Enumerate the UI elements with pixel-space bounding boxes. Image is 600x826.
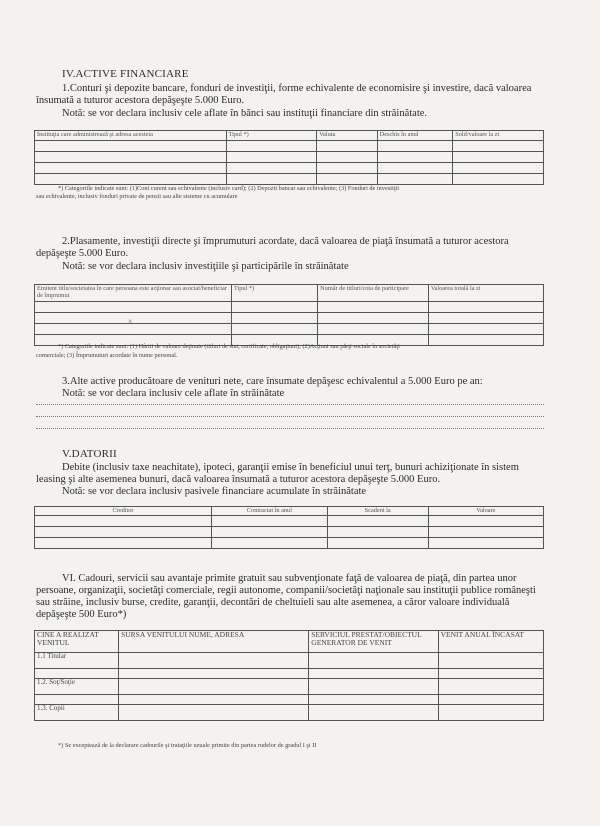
footnote-categories-1b: sau echivalente, inclusiv fonduri private de pensii sau alte sisteme cu acumulare [36,193,238,200]
table-row [35,163,544,174]
col-header-who: CINE A REALIZAT VENITUL [35,631,119,653]
footnote-categories-2b: comerciale; (3) Împrumuturi acordate în nume personal. [36,352,178,359]
table-row [35,324,544,335]
section-iv-3-note: Notă: se vor declara inclusiv cele aflate în străinătate [62,388,285,399]
col-header-institution: Instituţia care administrează şi adresa acesteia [35,131,227,141]
section-vi-line2: persoane, organizaţii, societăţi comerciale, regii autonome, companii/societăţi naţionale sau instituţii publice româneşti [36,585,536,596]
section-iv-title: IV.ACTIVE FINANCIARE [62,68,189,80]
col-header-securities-count: Număr de titluri/cota de participare [318,285,429,302]
section-iv-1-note: Notă: se vor declara inclusiv cele aflate în bănci sau instituţii financiare din străinătate. [62,108,428,119]
table-row [35,313,544,324]
col-header-source: SURSA VENITULUI NUME, ADRESA [119,631,309,653]
col-header-contracted-year: Contractat în anul [212,507,328,516]
section-iv-2-line1: 2.Plasamente, investiţii directe şi împrumuturi acordate, dacă valoarea de piaţă însumată a tuturor acestora [62,236,509,247]
section-v-note: Notă: se vor declara inclusiv pasivele financiare acumulate în străinătate [62,486,367,497]
section-iv-3-line1: 3.Alte active producătoare de venituri nete, care însumate depăşesc echivalentul a 5.000 Euro pe an: [62,376,483,387]
row-label-children: 1.3. Copii [35,705,119,721]
col-header-total-value: Valoarea totală la zi [428,285,543,302]
table-row [35,174,544,185]
blank-line [36,404,544,405]
table-debts [34,506,544,549]
col-header-value: Valoare [428,507,543,516]
table-row [35,516,544,527]
table-bank-accounts [34,130,544,185]
table-row [35,669,544,679]
table-row [35,527,544,538]
section-v-title: V.DATORII [62,448,117,460]
section-iv-2-line2: depăşeşte 5.000 Euro. [36,248,129,259]
table-row [35,302,544,313]
section-v-line2: leasing şi alte asemenea bunuri, dacă valoarea însumată a tuturor acestora depăşeşte 5.000 Euro. [36,474,441,485]
col-header-issuer: Emitent titlu/societatea în care persoana este acţionar sau asociat/beneficiar de împrumut [35,285,232,302]
section-vi-line1: VI. Cadouri, servicii sau avantaje primite gratuit sau subvenţionate faţă de valoarea de piaţă, din partea unor [62,573,517,584]
table-row [35,695,544,705]
section-vi-line4: depăşeşte 500 Euro*) [36,609,127,620]
row-label-holder: 1.1 Titular [35,653,119,669]
section-iv-2-note: Notă: se vor declara inclusiv investiţiile şi participările în străinătate [62,261,349,272]
col-header-annual-income: VENIT ANUAL ÎNCASAT [438,631,543,653]
row-label-spouse: 1.2. Soţ/Soţie [35,679,119,695]
footnote-gifts: *) Se exceptează de la declarare cadourile şi trataţiile uzuale primite din partea rudelor de gradul I şi II [58,742,317,749]
col-header-type: Tipul *) [231,285,317,302]
section-vi-line3: sau străine, inclusiv burse, credite, garanţii, decontări de cheltuieli sau alte asemenea, a căror valoare individuală [36,597,510,608]
col-header-service: SERVICIUL PRESTAT/OBIECTUL GENERATOR DE VENIT [309,631,438,653]
footnote-categories-1: *) Categoriile indicate sunt: (1)Cont curent sau echivalente (inclusiv card); (2) Depozit bancar sau echivalente; (3) Fonduri de investiţii [58,185,399,192]
table-row [35,679,544,695]
footnote-categories-2: *) Categoriile indicate sunt: (1) Hârtii de valoare deţinute (titluri de stat, certificate, obligaţiuni); (2)Acţiuni sau părţi sociale în societăţi [58,343,400,350]
col-header-currency: Valuta [317,131,377,141]
section-v-line1: Debite (inclusiv taxe neachitate), ipoteci, garanţii emise în beneficiul unui terţ, bunuri achiziţionate în sistem [62,462,519,473]
table-row [35,538,544,549]
table-row [35,705,544,721]
blank-line [36,416,544,417]
table-gifts [34,630,544,721]
col-header-creditor: Creditor [35,507,212,516]
handwritten-mark: × [128,317,133,326]
col-header-type: Tipul *) [226,131,317,141]
table-row [35,141,544,152]
table-placements [34,284,544,346]
section-iv-1-line2: însumată a tuturor acestora depăşeşte 5.000 Euro. [36,95,245,106]
blank-line [36,428,544,429]
col-header-balance: Sold/valoare la zi [453,131,544,141]
col-header-opened: Deschis în anul [377,131,453,141]
section-iv-1-line1: 1.Conturi şi depozite bancare, fonduri de investiţii, forme echivalente de economisire şi investire, dacă valoarea [62,83,532,94]
table-row [35,653,544,669]
col-header-due-date: Scadent la [327,507,428,516]
table-row [35,152,544,163]
